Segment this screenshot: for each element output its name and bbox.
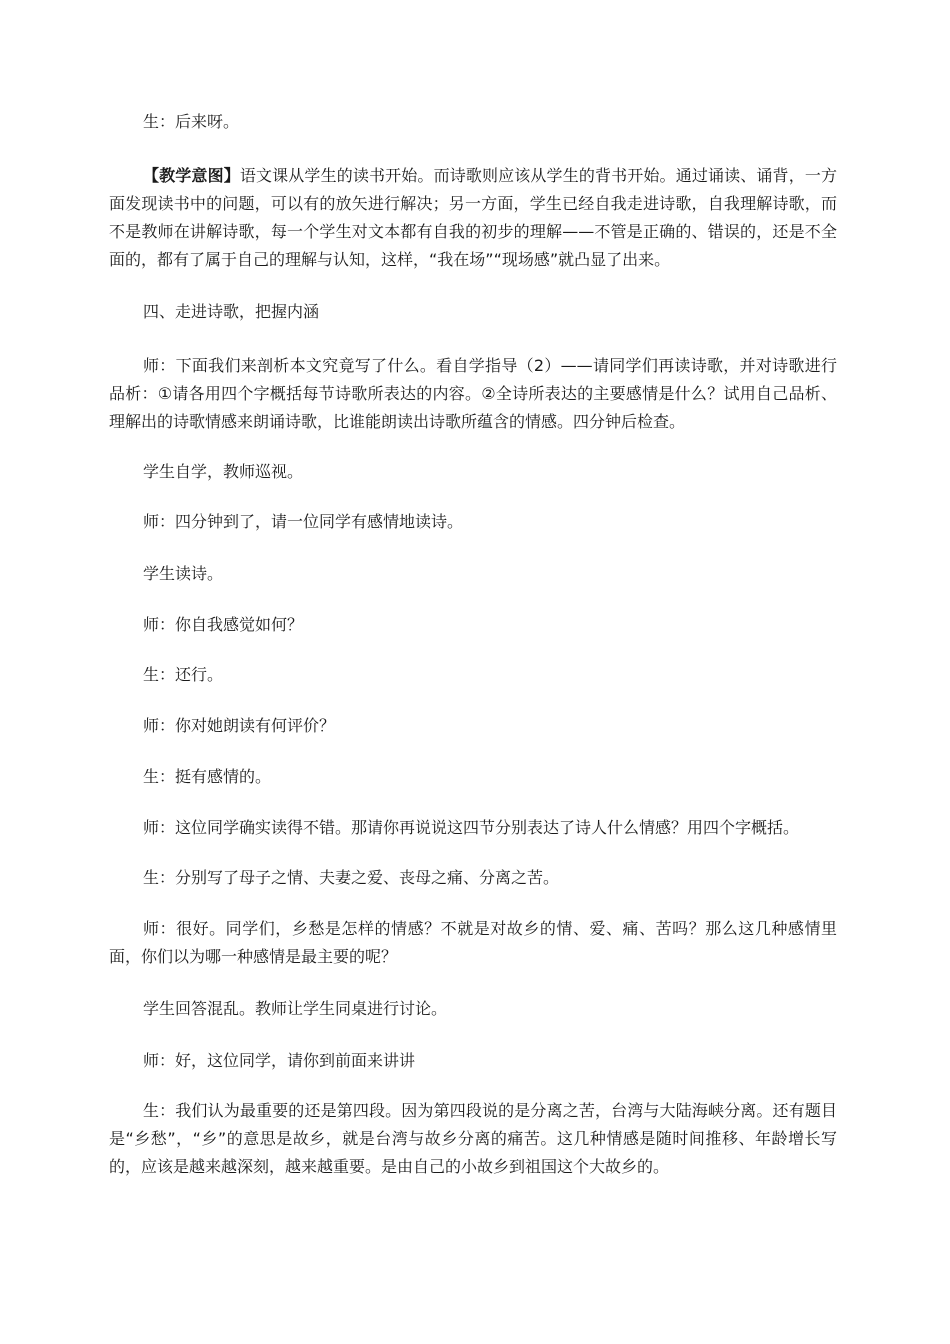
paragraph-teacher-instruction: 师：下面我们来剖析本文究竟写了什么。看自学指导（2）——请同学们再读诗歌，并对诗歌进行品析：①请各用四个字概括每节诗歌所表达的内容。②全诗所表达的主要感情是什么？试用自己品析、理解出的诗歌情感来朗诵诗歌，比谁能朗读出诗歌所蕴含的情感。四分钟后检查。 xyxy=(109,356,837,431)
paragraph: 师：这位同学确实读得不错。那请你再说说这四节分别表达了诗人什么情感？用四个字概括。 xyxy=(143,818,800,837)
paragraph-teaching-intent xyxy=(109,162,837,274)
paragraph: 学生自学，教师巡视。 xyxy=(143,462,304,481)
paragraph: 师：你对她朗读有何评价？ xyxy=(143,716,336,735)
teaching-intent-text: 语文课从学生的读书开始。而诗歌则应该从学生的背书开始。通过诵读、诵背，一方面发现读书中的问题，可以有的放矢进行解决；另一方面，学生已经自我走进诗歌，自我理解诗歌，而不是教师在讲解诗歌，每一个学生对文本都有自我的初步的理解——不管是正确的、错误的，还是不全面的，都有了属于自己的理解与认知，这样，“我在场”“现场感”就凸显了出来。 xyxy=(109,166,837,269)
paragraph: 生：还行。 xyxy=(143,665,224,684)
paragraph: 生：挺有感情的。 xyxy=(143,767,272,786)
paragraph: 学生读诗。 xyxy=(143,564,224,583)
paragraph: 师：四分钟到了，请一位同学有感情地读诗。 xyxy=(143,512,464,531)
paragraph: 学生回答混乱。教师让学生同桌进行讨论。 xyxy=(143,999,448,1018)
paragraph-student-reply: 生：后来呀。 xyxy=(143,112,240,131)
paragraph: 生：我们认为最重要的还是第四段。因为第四段说的是分离之苦，台湾与大陆海峡分离。还有题目是“乡愁”，“乡”的意思是故乡，就是台湾与故乡分离的痛苦。这几种情感是随时间推移、年龄增长写的，应该是越来越深刻，越来越重要。是由自己的小故乡到祖国这个大故乡的。 xyxy=(109,1101,837,1176)
paragraph: 师：很好。同学们，乡愁是怎样的情感？不就是对故乡的情、爱、痛、苦吗？那么这几种感情里面，你们以为哪一种感情是最主要的呢？ xyxy=(109,919,837,966)
paragraph: 生：分别写了母子之情、夫妻之爱、丧母之痛、分离之苦。 xyxy=(143,868,560,887)
paragraph: 师：好，这位同学，请你到前面来讲讲 xyxy=(143,1051,416,1070)
teaching-intent-label: 【教学意图】 xyxy=(143,166,240,185)
section-heading: 四、走进诗歌，把握内涵 xyxy=(143,302,320,321)
paragraph: 师：你自我感觉如何？ xyxy=(143,615,304,634)
